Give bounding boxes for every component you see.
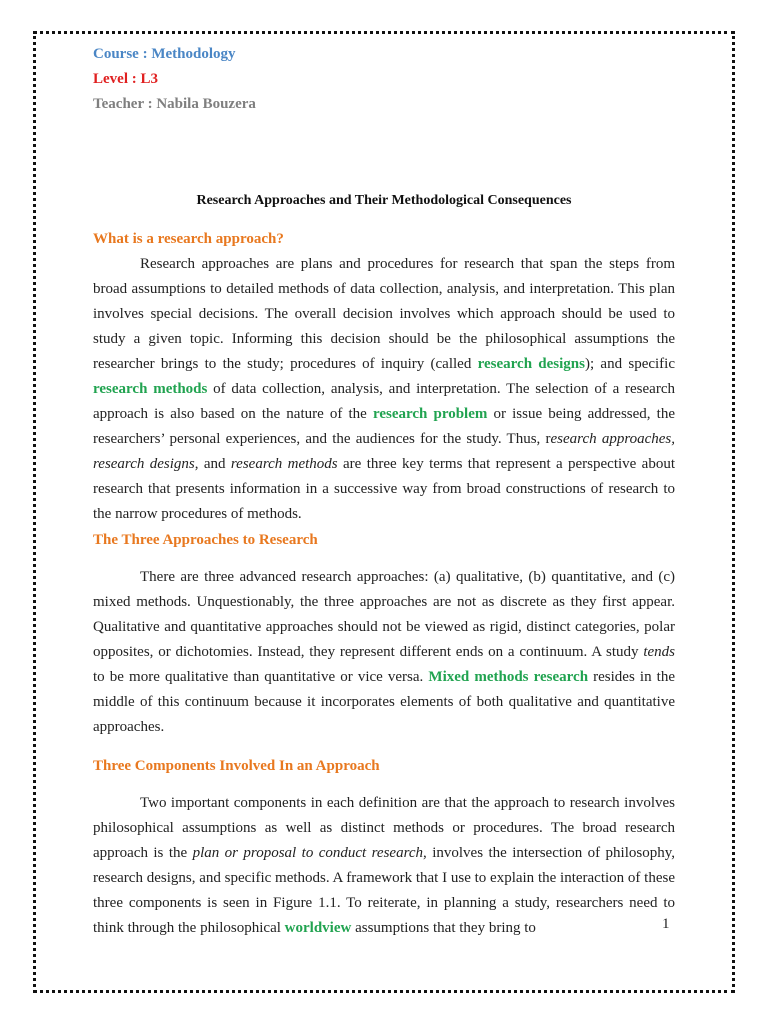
page-number: 1	[662, 916, 670, 932]
text-run: to be more qualitative than quantitative or vice versa.	[93, 668, 429, 685]
text-run: are three key terms that represent a perspective about research that presents information in a successive way from broad constructions of research to the narrow procedures of methods.	[93, 456, 676, 523]
text-run: There are three advanced research approaches: (a) qualitative, (b) quantitative, and (c) mixed methods. Unquestionably, the three approaches are not as discrete as they first appear. Qualitative and quantitative approaches should not be viewed as rigid, distinct categories, polar opposites, or dichotomies. Instead, they represent different ends on a continuum. A study	[93, 568, 675, 660]
term-research-methods: research methods	[93, 381, 208, 398]
document-header	[93, 42, 256, 117]
spacer	[93, 779, 675, 791]
teacher-label: Teacher : Nabila Bouzera	[93, 96, 256, 112]
paragraph-research-approach	[93, 252, 675, 528]
text-run: Two important components in each definition are that the approach to research involves philosophical assumptions as well as distinct methods or procedures. The broad research approach is the	[93, 794, 675, 861]
italic-text: tends	[643, 643, 675, 660]
text-run: Research approaches are plans and procedures for research that span the steps from broad assumptions to detailed methods of data collection, analysis, and interpretation. This plan involves special decisions. The overall decision involves which approach should be used to study a given topic. Informing this decision should be the philosophical assumptions the researcher brings to the study; procedures of inquiry (called	[93, 256, 675, 373]
text-run: assumptions that they bring to	[351, 920, 536, 937]
text-run: , and	[194, 456, 231, 473]
term-mixed-methods-research: Mixed methods research	[428, 668, 589, 685]
text-run: , involves the intersection of philosophy, research designs, and specific methods. A framework that I use to explain the interaction of these three components is seen in Figure 1.1. To reiterate, in planning a study, researchers need to think through the philosophical	[93, 844, 675, 937]
term-research-problem: research problem	[372, 406, 488, 423]
document-title: Research Approaches and Their Methodological Consequences	[196, 193, 572, 208]
paragraph-three-approaches	[93, 565, 675, 740]
text-run: ); and specific	[585, 356, 675, 373]
text-run: resides in the middle of this continuum because it incorporates elements of both qualitative and quantitative approaches.	[93, 668, 676, 735]
document-body	[93, 227, 675, 941]
section-heading-three-approaches: The Three Approaches to Research	[93, 531, 318, 548]
italic-text: plan or proposal to conduct research	[192, 844, 424, 861]
text-run: of data collection, analysis, and interpretation. The selection of a research approach is also based on the nature of the	[93, 381, 675, 423]
italic-text: research methods	[230, 456, 338, 473]
term-research-designs: research designs	[477, 356, 585, 373]
term-worldview: worldview	[284, 920, 352, 937]
section-heading-research-approach: What is a research approach?	[93, 231, 284, 247]
spacer	[93, 740, 675, 754]
text-run: or issue being addressed, the researchers’ personal experiences, and the audiences for the study. Thus, r	[93, 406, 675, 448]
spacer	[93, 553, 675, 565]
paragraph-three-components	[93, 791, 675, 941]
section-heading-three-components: Three Components Involved In an Approach	[93, 757, 380, 774]
level-label: Level : L3	[93, 71, 158, 87]
italic-text: esearch approaches, research designs	[93, 431, 676, 473]
course-label: Course : Methodology	[93, 46, 236, 62]
